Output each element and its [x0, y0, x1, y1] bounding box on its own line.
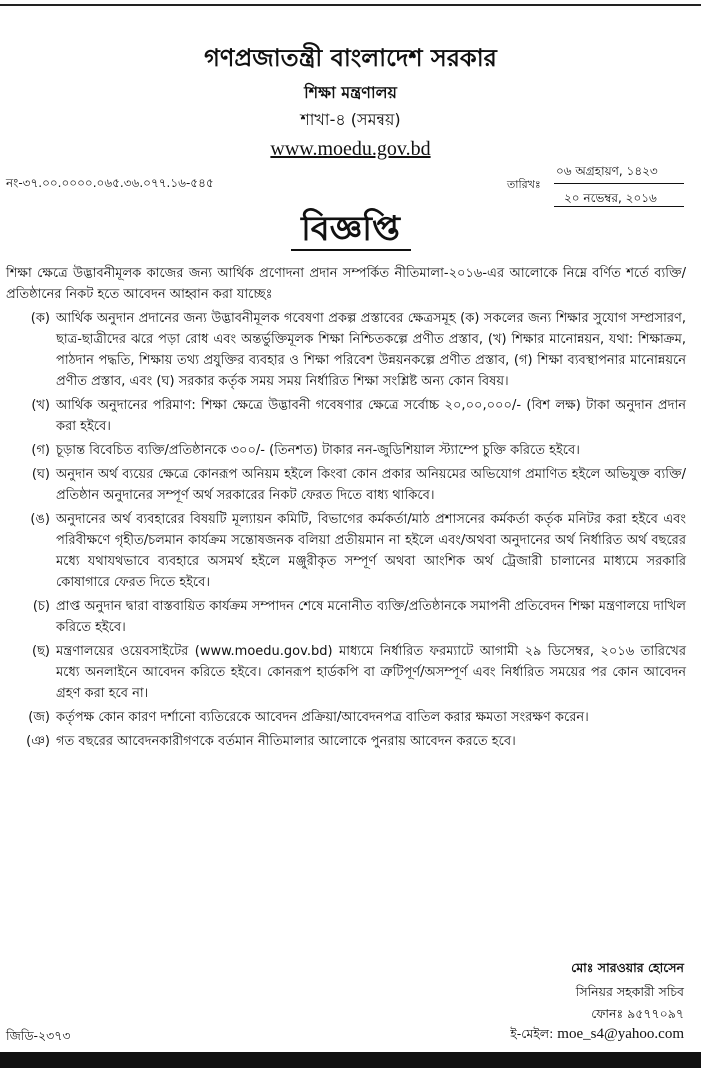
top-rule [0, 4, 701, 6]
item-mark: (ঘ) [31, 467, 50, 482]
item-mark: (খ) [31, 398, 50, 413]
date-gregorian: ২০ নভেম্বর, ২০১৬ [564, 191, 657, 205]
item-mark: (ঞ) [26, 734, 50, 749]
item-mark: (ঙ) [30, 512, 50, 527]
website-link[interactable]: www.moedu.gov.bd [270, 138, 431, 160]
item-mark: (ক) [30, 311, 50, 326]
intro-paragraph: শিক্ষা ক্ষেত্রে উদ্ভাবনীমূলক কাজের জন্য আর্থিক প্রণোদনা প্রদান সম্পর্কিত নীতিমালা-২০১৬-এর আলোকে নিম্নে বর্ণিত শর্তে ব্যক্তি/প্রতিষ্ঠানের নিকট হতে আবেদন আহ্বান করা যাচ্ছেঃ [6, 266, 686, 302]
list-item [6, 509, 686, 593]
date-label: তারিখঃ [507, 178, 541, 191]
list-item [6, 464, 686, 506]
list-item [6, 395, 686, 437]
signatory-phone: ফোনঃ ৯৫৭৭০৯৭ [591, 1006, 684, 1021]
memo-number: নং-৩৭.০০.০০০০.০৬৫.৩৬.০৭৭.১৬-৫৪৫ [6, 176, 214, 190]
signatory-name: মোঃ সারওয়ার হোসেন [571, 960, 684, 975]
branch-name: শাখা-৪ (সমন্বয়) [300, 110, 401, 129]
list-item [6, 440, 686, 461]
item-text: অনুদানের অর্থ ব্যবহারের বিষয়টি মূল্যায়ন কমিটি, বিভাগের কর্মকর্তা/মাঠ প্রশাসনের কর্মকর্তা কর্তৃক মনিটর করা হইবে এবং পরিবীক্ষণে গৃহীত/চলমান কার্যক্রম সন্তোষজনক বলিয়া প্রতীয়মান না হইলে এবং/অথবা অনুদানের অর্থ নির্ধারিত অর্থ বছরের মধ্যে যথাযথভাবে ব্যবহারে অসমর্থ হইলে মঞ্জুরীকৃত সম্পূর্ণ অথবা আংশিক অর্থ ট্রেজারী চালানের মাধ্যমে সরকারি কোষাগারে ফেরত দিতে হইবে। [56, 512, 686, 590]
list-item [6, 731, 686, 752]
government-title: গণপ্রজাতন্ত্রী বাংলাদেশ সরকার [204, 44, 497, 72]
list-item [6, 596, 686, 638]
notice-title: বিজ্ঞপ্তি [301, 209, 400, 249]
item-mark: (চ) [32, 599, 50, 614]
list-item [6, 641, 686, 704]
bottom-bar [0, 1052, 701, 1068]
notice-underline [291, 249, 411, 251]
email-label: ই-মেইল: [510, 1026, 554, 1041]
item-text: মন্ত্রণালয়ের ওয়েবসাইটের (www.moedu.gov.bd) মাধ্যমে নির্ধারিত ফরম্যাটে আগামী ২৯ ডিসেম্বর, ২০১৬ তারিখের মধ্যে অনলাইনে আবেদন করিতে হইবে। কোনরূপ হার্ডকপি বা ত্রুটিপূর্ণ/অসম্পূর্ণ এবং নির্ধারিত সময়ের পর কোন আবেদন গ্রহণ করা হবে না। [56, 644, 686, 701]
ministry-name: শিক্ষা মন্ত্রণালয় [304, 83, 397, 102]
list-item [6, 308, 686, 392]
item-mark: (গ) [31, 443, 50, 458]
signatory-designation: সিনিয়র সহকারী সচিব [575, 984, 684, 999]
signatory-email-line [510, 1026, 684, 1046]
item-text: প্রাপ্ত অনুদান দ্বারা বাস্তবায়িত কার্যক্রম সম্পাদন শেষে মনোনীত ব্যক্তি/প্রতিষ্ঠানকে সমাপনী প্রতিবেদন শিক্ষা মন্ত্রণালয়ে দাখিল করিতে হইবে। [56, 599, 686, 635]
item-text: আর্থিক অনুদানের পরিমাণ: শিক্ষা ক্ষেত্রে উদ্ভাবনী গবেষণার ক্ষেত্রে সর্বোচ্চ ২০,০০,০০০/- (বিশ লক্ষ) টাকা অনুদান প্রদান করা হইবে। [56, 398, 686, 434]
item-text: আর্থিক অনুদান প্রদানের জন্য উদ্ভাবনীমূলক গবেষণা প্রকল্প প্রস্তাবের ক্ষেত্রসমূহ (ক) সকলের জন্য শিক্ষার সুযোগ সম্প্রসারণ, ছাত্র-ছাত্রীদের ঝরে পড়া রোধ এবং অন্তর্ভুক্তিমূলক শিক্ষা নিশ্চিতকল্পে প্রণীত প্রস্তাব, (খ) শিক্ষার মানোন্নয়ন, যথা: শিক্ষাক্রম, পাঠদান পদ্ধতি, শিক্ষায় তথ্য প্রযুক্তির ব্যবহার ও শিক্ষা পরিবেশ উন্নয়নকল্পে প্রণীত প্রস্তাব, (গ) শিক্ষা ব্যবস্থাপনার মানোন্নয়নে প্রণীত প্রস্তাব, এবং (ঘ) সরকার কর্তৃক সময় সময় নির্ধারিত শিক্ষা সংশ্লিষ্ট অন্য কোন বিষয়। [56, 311, 686, 389]
date-divider [554, 183, 684, 184]
email-address[interactable]: moe_s4@yahoo.com [557, 1026, 684, 1042]
list-item [6, 707, 686, 728]
item-mark: (জ) [28, 710, 50, 725]
item-text: গত বছরের আবেদনকারীগণকে বর্তমান নীতিমালার আলোকে পুনরায় আবেদন করতে হবে। [56, 734, 516, 749]
item-mark: (ছ) [31, 644, 50, 659]
gd-number: জিডি-২৩৭৩ [6, 1028, 71, 1043]
item-text: কর্তৃপক্ষ কোন কারণ দর্শানো ব্যতিরেকে আবেদন প্রক্রিয়া/আবেদনপত্র বাতিল করার ক্ষমতা সংরক্ষণ করেন। [56, 710, 589, 725]
conditions-list [6, 308, 686, 755]
date-bangla: ০৬ অগ্রহায়ণ, ১৪২৩ [556, 164, 658, 178]
item-text: চূড়ান্ত বিবেচিত ব্যক্তি/প্রতিষ্ঠানকে ৩০০/- (তিনশত) টাকার নন-জুডিশিয়াল স্ট্যাম্পে চুক্তি করিতে হইবে। [56, 443, 580, 458]
item-text: অনুদান অর্থ ব্যয়ের ক্ষেত্রে কোনরূপ অনিয়ম হইলে কিংবা কোন প্রকার অনিয়মের অভিযোগ প্রমাণিত হইলে অভিযুক্ত ব্যক্তি/প্রতিষ্ঠান অনুদানের সম্পূর্ণ অর্থ সরকারের নিকট ফেরত দিতে বাধ্য থাকিবে। [56, 467, 686, 503]
